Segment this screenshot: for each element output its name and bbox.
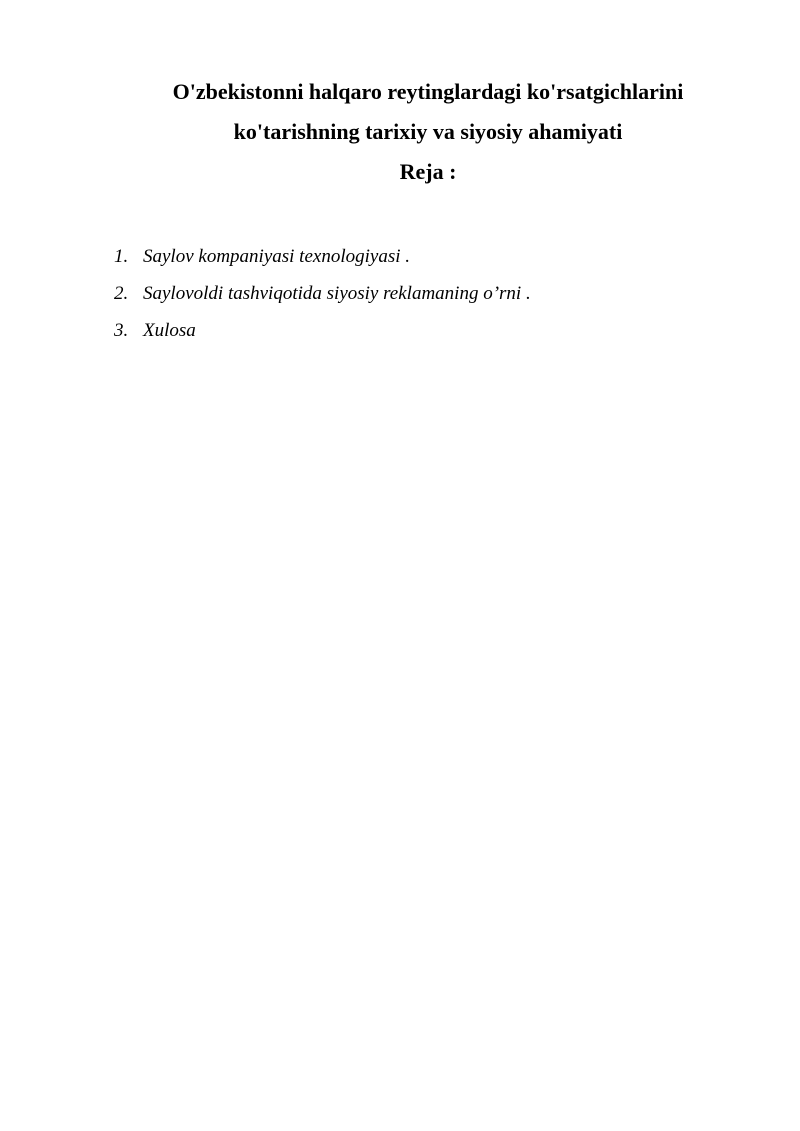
document-title-line-1: O'zbekistonni halqaro reytinglardagi ko'rsatgichlarini [172, 79, 684, 104]
plan-heading: Reja : [399, 159, 457, 184]
plan-item-1 [114, 238, 531, 275]
plan-item-number: 3. [114, 320, 129, 341]
plan-item-text: Xulosa [143, 320, 196, 341]
plan-item-3 [114, 312, 531, 349]
document-title-line-2: ko'tarishning tarixiy va siyosiy ahamiyati [233, 119, 623, 144]
plan-item-number: 1. [114, 246, 129, 267]
plan-item-2 [114, 275, 531, 312]
plan-list [114, 238, 531, 349]
title-block [118, 72, 738, 192]
plan-item-number: 2. [114, 283, 129, 304]
plan-item-text: Saylovoldi tashviqotida siyosiy reklamaning o’rni . [143, 283, 531, 304]
plan-item-text: Saylov kompaniyasi texnologiyasi . [143, 246, 410, 267]
